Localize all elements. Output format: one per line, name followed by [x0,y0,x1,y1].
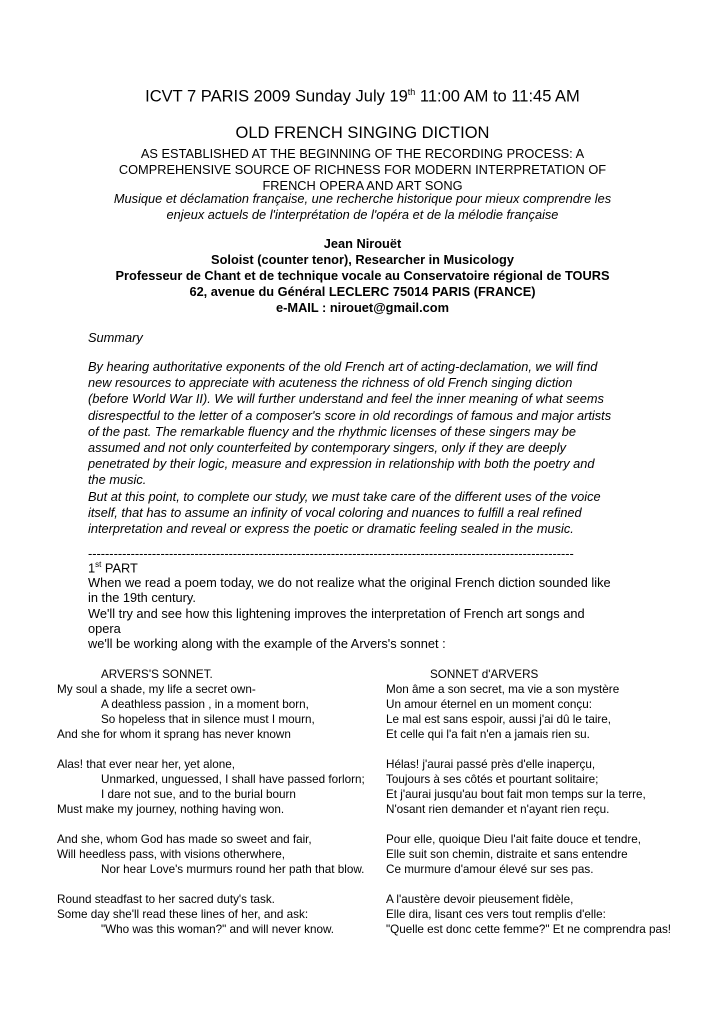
stanza-gap [57,817,365,832]
summary-line: penetrated by their logic, measure and expression in relationship with both the poetry and [88,456,595,472]
poem-french-title: SONNET d'ARVERS [430,668,539,681]
poem-english-body [57,682,365,937]
summary-line: But at this point, to complete our study, we must take care of the different uses of the voice [88,488,601,504]
poem-line: Unmarked, unguessed, I shall have passed forlorn; [101,773,365,786]
subtitle-line: FRENCH OPERA AND ART SONG [262,178,463,193]
author-address: 62, avenue du Général LECLERC 75014 PARIS (FRANCE) [189,284,536,299]
summary-line: (before World War II). We will further understand and feel the inner meaning of what seems [88,391,604,407]
poem-line: Round steadfast to her sacred duty's task. [57,893,275,906]
poem-line: N'osant rien demander et n'ayant rien reçu. [386,803,610,816]
subtitle-line: Musique et déclamation française, une recherche historique pour mieux comprendre les [113,191,612,206]
poem-line: Elle suit son chemin, distraite et sans entendre [386,848,628,861]
part-superscript: st [95,560,102,569]
part-number: 1 [88,560,96,576]
poem-english [57,667,365,937]
poem-line: Hélas! j'aurai passé près d'elle inaperçu, [386,758,596,771]
poem-line: Alas! that ever near her, yet alone, [57,758,236,771]
subtitle-line: enjeux actuels de l'interprétation de l'opéra et de la mélodie française [166,207,559,222]
stanza-gap [57,742,365,757]
poem-english-title: ARVERS'S SONNET. [101,668,213,681]
poem-line: My soul a shade, my life a secret own- [57,683,256,696]
poem-line: Mon âme a son secret, ma vie a son mystère [386,683,620,696]
summary-heading: Summary [88,330,143,345]
intro-line: in the 19th century. [88,590,196,606]
talk-title: OLD FRENCH SINGING DICTION [235,124,490,142]
part-intro [88,575,668,651]
subtitle-line: AS ESTABLISHED AT THE BEGINNING OF THE RECORDING PROCESS: A [140,146,585,161]
poem-line: And she for whom it sprang has never known [57,728,291,741]
title-superscript: th [407,87,416,97]
poem-line: A l'austère devoir pieusement fidèle, [386,893,574,906]
author-block [0,236,725,316]
subtitle-french [0,191,725,223]
poem-line: Some day she'll read these lines of her, and ask: [57,908,309,921]
poem-french-body [386,682,671,937]
poem-line: Elle dira, lisant ces vers tout remplis d'elle: [386,908,606,921]
author-role: Soloist (counter tenor), Researcher in Musicology [211,252,514,267]
page-title [0,87,725,107]
intro-line: we'll be working along with the example of the Arvers's sonnet : [88,636,446,652]
summary-text [88,359,648,537]
summary-line: disrespectful to the letter of a composer's score in old recordings of famous and major artists [88,407,612,423]
poem-line: Un amour éternel en un moment conçu: [386,698,592,711]
intro-line: When we read a poem today, we do not realize what the original French diction sounded like [88,575,611,590]
poem-line: Toujours à ses côtés et pourtant solitaire; [386,773,599,786]
poem-line: Le mal est sans espoir, aussi j'ai dû le taire, [386,713,612,726]
summary-line: itself, that has to assume an infinity of vocal coloring and nuances to fulfill a real refined [88,504,582,520]
title-main: ICVT 7 PARIS 2009 Sunday July 19 [145,87,408,106]
poem-line: "Quelle est donc cette femme?" Et ne comprendra pas! [386,923,672,936]
author-name: Jean Nirouët [323,236,402,251]
summary-line: By hearing authoritative exponents of the old French art of acting-declamation, we will find [88,359,598,374]
stanza-gap [386,877,671,892]
poem-line: Et j'aurai jusqu'au bout fait mon temps sur la terre, [386,788,646,801]
part-label: PART [101,560,138,576]
summary-line: new resources to appreciate with acuteness the richness of old French singing diction [88,375,573,391]
poem-line: Et celle qui l'a fait n'en a jamais rien su. [386,728,590,741]
poem-french [386,667,671,937]
poem-line: A deathless passion , in a moment born, [101,698,309,711]
poem-line: Nor hear Love's murmurs round her path that blow. [101,863,365,876]
author-position: Professeur de Chant et de technique vocale au Conservatoire régional de TOURS [115,268,610,283]
poem-line: Pour elle, quoique Dieu l'ait faite douce et tendre, [386,833,641,846]
subtitle-english [0,146,725,194]
stanza-gap [386,742,671,757]
author-email: e-MAIL : nirouet@gmail.com [276,300,449,315]
separator-line: ------------------------------------------------------------------------------------------------------------------ [88,546,574,561]
poem-line: Will heedless pass, with visions otherwhere, [57,848,286,861]
summary-line: of the past. The remarkable fluency and the rhythmic licenses of these singers may be [88,423,576,439]
summary-line: the music. [88,472,147,488]
poem-line: Ce murmure d'amour élevé sur ses pas. [386,863,594,876]
title-time: 11:00 AM to 11:45 AM [415,87,580,106]
poem-line: Must make my journey, nothing having won. [57,803,285,816]
summary-line: interpretation and reveal or express the poetic or dramatic feeling sealed in the music. [88,521,574,537]
poem-line: "Who was this woman?" and will never know. [101,923,335,936]
part-heading [88,560,138,575]
poem-line: And she, whom God has made so sweet and fair, [57,833,312,846]
poem-line: So hopeless that in silence must I mourn, [101,713,315,726]
intro-line: We'll try and see how this lightening improves the interpretation of French art songs and [88,605,585,621]
subtitle-line: COMPREHENSIVE SOURCE OF RICHNESS FOR MODERN INTERPRETATION OF [118,162,607,177]
intro-line: opera [88,620,121,636]
summary-line: assumed and not only counterfeited by contemporary singers, only if they are deeply [88,440,567,456]
stanza-gap [57,877,365,892]
stanza-gap [386,817,671,832]
poem-line: I dare not sue, and to the burial bourn [101,788,296,801]
